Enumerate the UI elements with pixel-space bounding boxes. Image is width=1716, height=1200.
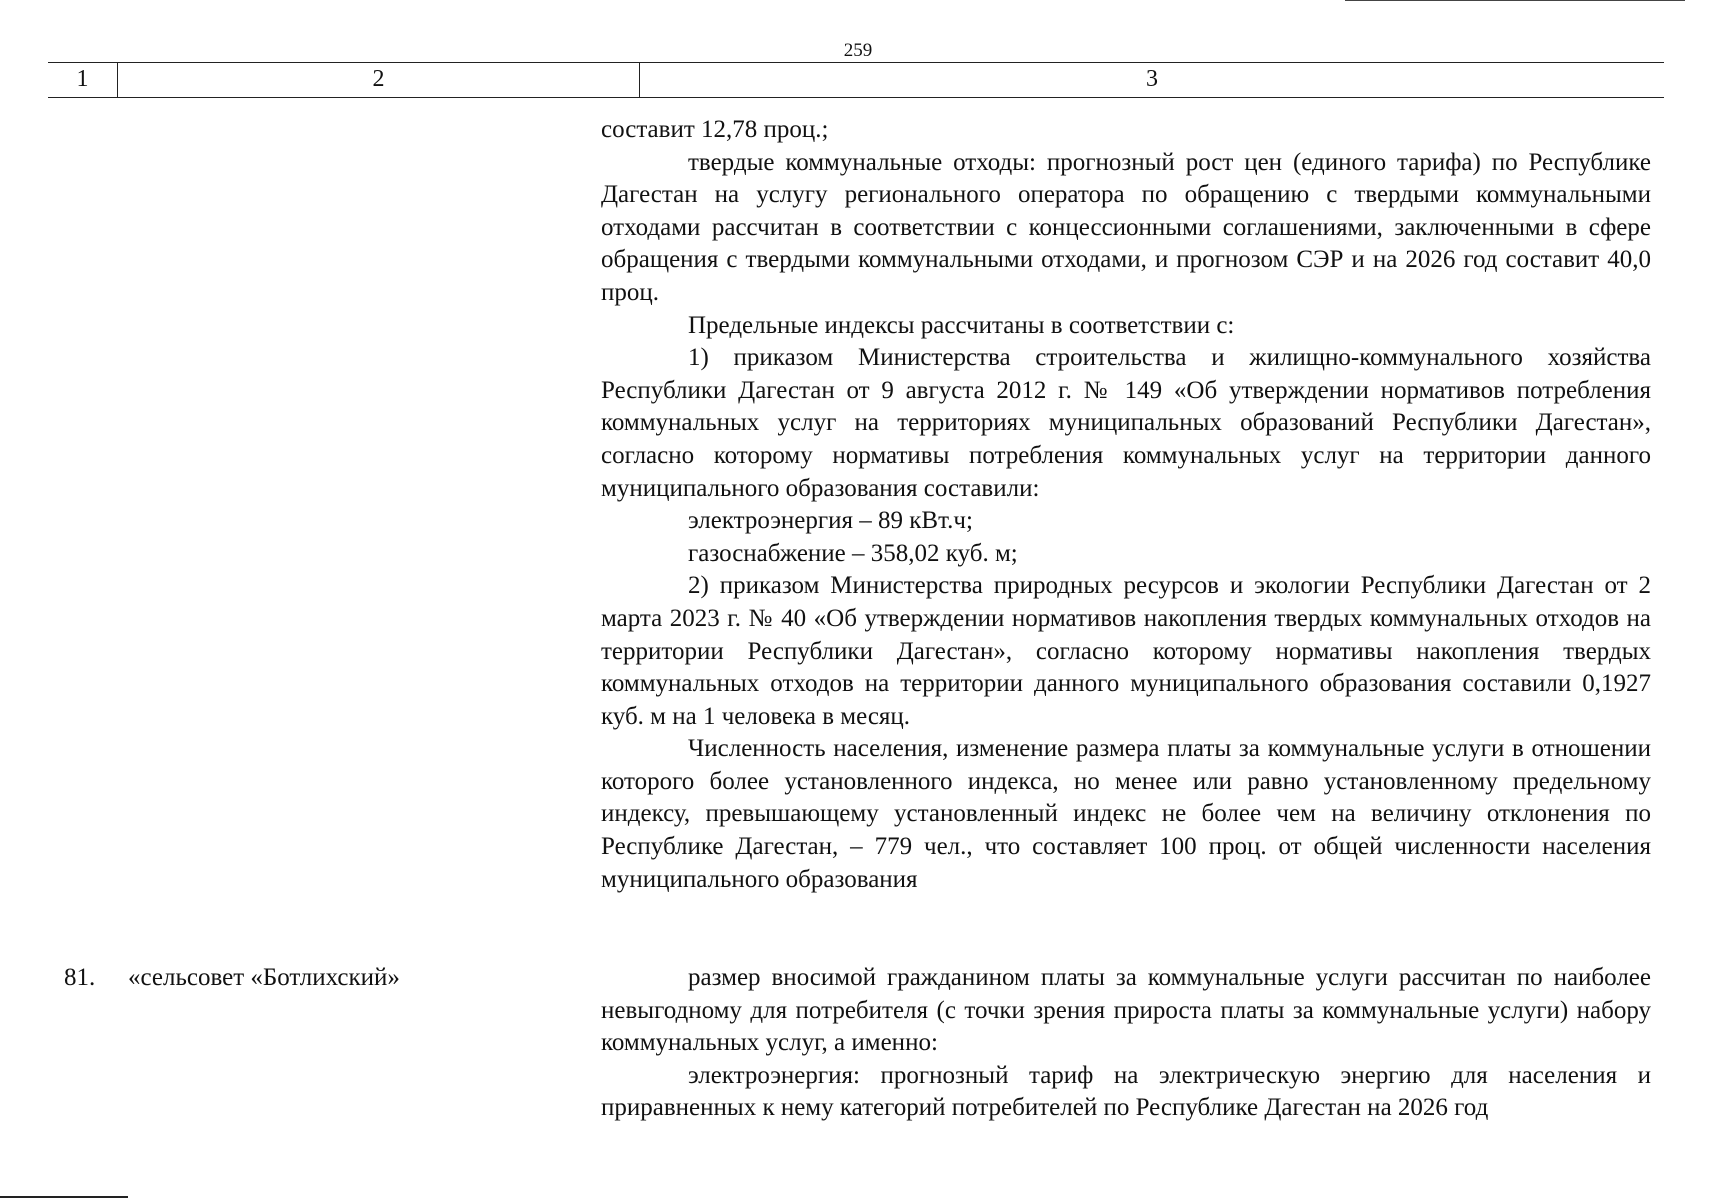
paragraph: Предельные индексы рассчитаны в соответствии с:: [688, 311, 1235, 339]
footnote-rule: [0, 1196, 128, 1198]
paragraph: электроэнергия – 89 кВт.ч;: [688, 507, 973, 535]
paragraph: 2) приказом Министерства природных ресурсов и экологии Республики Дагестан от 2 марта 2023 г. № 40 «Об утверждении нормативов накопления твердых коммунальных отходов на территории Республики Дагестан», согласно которому нормативы накопления твердых коммунальных отходов на территории данного муниципального образования составили 0,1927 куб. м на 1 человека в месяц.: [601, 572, 1651, 730]
paragraph: размер вносимой гражданином платы за коммунальные услуги рассчитан по наиболее невыгодному для потребителя (с точки зрения прироста платы за коммунальные услуги) набору коммунальных услуг, а именно:: [601, 964, 1651, 1057]
municipality-name: «сельсовет «Ботлихский»: [128, 964, 400, 991]
table-header-row: [48, 62, 1664, 98]
row-number: 81.: [64, 964, 96, 991]
paragraph: составит 12,78 проц.;: [601, 116, 829, 143]
paragraph: твердые коммунальные отходы: прогнозный рост цен (единого тарифа) по Республике Дагестан на услугу регионального оператора по обращению с твердыми коммунальными отходами рассчитан в соответствии с концессионными соглашениями, заключенными в сфере обращения с твердыми коммунальными отходами, и прогнозом СЭР и на 2026 год составит 40,0 проц.: [601, 148, 1651, 306]
paragraph: газоснабжение – 358,02 куб. м;: [688, 539, 1018, 567]
row-81-text: [601, 962, 1651, 1125]
paragraph: 1) приказом Министерства строительства и жилищно-коммунального хозяйства Республики Дагестан от 9 августа 2012 г. № 149 «Об утверждении нормативов потребления коммунальных услуг на территориях муниципальных образований Республики Дагестан», согласно которому нормативы потребления коммунальных услуг на территории данного муниципального образования составили:: [601, 344, 1651, 502]
continued-row-text: [601, 114, 1651, 896]
paragraph: Численность населения, изменение размера платы за коммунальные услуги в отношении которого более установленного индекса, но менее или равно установленному предельному индексу, превышающему установленный индекс не более чем на величину отклонения по Республике Дагестан, – 779 чел., что составляет 100 проц. от общей численности населения муниципального образования: [601, 735, 1651, 893]
paragraph: электроэнергия: прогнозный тариф на электрическую энергию для населения и приравненных к нему категорий потребителей по Республике Дагестан на 2026 год: [601, 1061, 1651, 1122]
header-col-3: 3: [1146, 66, 1158, 92]
header-col-2: 2: [118, 63, 640, 97]
top-edge-rule: [1345, 0, 1685, 1]
page-number: 259: [843, 40, 873, 61]
header-col-1: 1: [48, 63, 118, 97]
